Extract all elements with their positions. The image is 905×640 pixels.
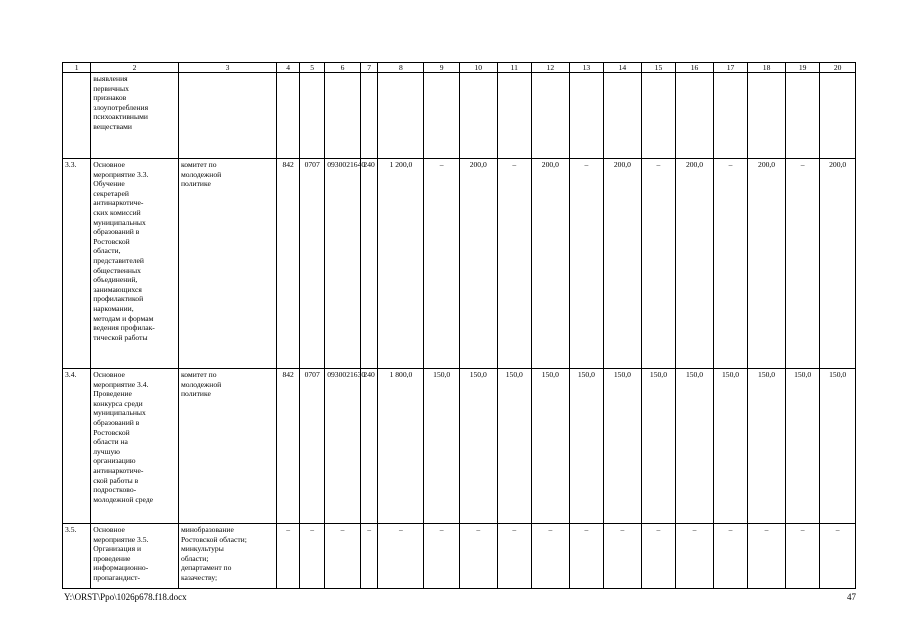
value-cell: 200,0 bbox=[604, 159, 642, 369]
value-cell: – bbox=[424, 524, 460, 589]
value-cell: – bbox=[820, 524, 856, 589]
column-header: 16 bbox=[676, 63, 714, 73]
column-header: 19 bbox=[785, 63, 819, 73]
column-header: 2 bbox=[91, 63, 179, 73]
column-header: 3 bbox=[178, 63, 276, 73]
executor-cell: минобразование Ростовской области; минкультуры области; департамент по казачеству; bbox=[178, 524, 276, 589]
value-cell: – bbox=[325, 524, 361, 589]
value-cell: 0930021630 bbox=[325, 369, 361, 524]
activity-cell: выявления первичных признаков злоупотребления психоактивными веществами bbox=[91, 73, 179, 159]
value-cell: – bbox=[785, 159, 819, 369]
value-cell: – bbox=[713, 159, 747, 369]
value-cell: – bbox=[748, 524, 786, 589]
value-cell: 240 bbox=[360, 159, 378, 369]
value-cell: 200,0 bbox=[748, 159, 786, 369]
value-cell: 150,0 bbox=[676, 369, 714, 524]
value-cell: – bbox=[641, 524, 675, 589]
value-cell bbox=[532, 73, 570, 159]
column-header: 17 bbox=[713, 63, 747, 73]
value-cell: 0707 bbox=[300, 369, 325, 524]
value-cell: – bbox=[360, 524, 378, 589]
value-cell: 150,0 bbox=[424, 369, 460, 524]
page-number: 47 bbox=[847, 592, 856, 602]
table-row bbox=[63, 73, 856, 159]
value-cell: 842 bbox=[277, 159, 300, 369]
column-header: 8 bbox=[378, 63, 424, 73]
value-cell bbox=[300, 73, 325, 159]
value-cell: 1 800,0 bbox=[378, 369, 424, 524]
value-cell: – bbox=[497, 159, 531, 369]
value-cell: – bbox=[378, 524, 424, 589]
value-cell bbox=[325, 73, 361, 159]
value-cell: 842 bbox=[277, 369, 300, 524]
value-cell: – bbox=[569, 159, 603, 369]
column-header: 12 bbox=[532, 63, 570, 73]
value-cell: – bbox=[300, 524, 325, 589]
table-row bbox=[63, 159, 856, 369]
value-cell: – bbox=[532, 524, 570, 589]
value-cell bbox=[713, 73, 747, 159]
column-header: 14 bbox=[604, 63, 642, 73]
value-cell: 150,0 bbox=[748, 369, 786, 524]
value-cell: – bbox=[277, 524, 300, 589]
value-cell bbox=[378, 73, 424, 159]
column-header: 1 bbox=[63, 63, 91, 73]
value-cell bbox=[360, 73, 378, 159]
value-cell: – bbox=[713, 524, 747, 589]
value-cell: 150,0 bbox=[713, 369, 747, 524]
value-cell: 0930021640 bbox=[325, 159, 361, 369]
value-cell bbox=[748, 73, 786, 159]
value-cell: – bbox=[785, 524, 819, 589]
column-header: 10 bbox=[459, 63, 497, 73]
value-cell: – bbox=[604, 524, 642, 589]
value-cell bbox=[569, 73, 603, 159]
activity-cell: Основное мероприятие 3.5. Организация и проведение информационно- пропагандист- bbox=[91, 524, 179, 589]
value-cell: – bbox=[641, 159, 675, 369]
column-header: 4 bbox=[277, 63, 300, 73]
value-cell: 1 200,0 bbox=[378, 159, 424, 369]
value-cell: 200,0 bbox=[532, 159, 570, 369]
value-cell: 0707 bbox=[300, 159, 325, 369]
value-cell: – bbox=[497, 524, 531, 589]
value-cell: 150,0 bbox=[641, 369, 675, 524]
column-header: 7 bbox=[360, 63, 378, 73]
value-cell bbox=[277, 73, 300, 159]
value-cell: – bbox=[424, 159, 460, 369]
value-cell bbox=[459, 73, 497, 159]
column-header: 6 bbox=[325, 63, 361, 73]
column-header: 5 bbox=[300, 63, 325, 73]
value-cell bbox=[497, 73, 531, 159]
row-number-cell bbox=[63, 73, 91, 159]
value-cell: 200,0 bbox=[820, 159, 856, 369]
value-cell: – bbox=[569, 524, 603, 589]
footer-file-path: Y:\ORST\Ppo\1026p678.f18.docx bbox=[64, 592, 187, 602]
column-header: 20 bbox=[820, 63, 856, 73]
value-cell bbox=[641, 73, 675, 159]
value-cell bbox=[604, 73, 642, 159]
value-cell bbox=[820, 73, 856, 159]
row-number-cell: 3.4. bbox=[63, 369, 91, 524]
executor-cell bbox=[178, 73, 276, 159]
value-cell: 150,0 bbox=[820, 369, 856, 524]
value-cell: 150,0 bbox=[604, 369, 642, 524]
executor-cell: комитет по молодежной политике bbox=[178, 159, 276, 369]
header-row bbox=[63, 63, 856, 73]
activity-cell: Основное мероприятие 3.3. Обучение секретарей антинаркотиче- ских комиссий муниципальных образований в Ростовской области, представителей общественных объединений, занимающихся профилактикой наркомании, методам и формам ведения профилак- тической работы bbox=[91, 159, 179, 369]
value-cell: 150,0 bbox=[532, 369, 570, 524]
value-cell: 150,0 bbox=[785, 369, 819, 524]
value-cell bbox=[424, 73, 460, 159]
value-cell bbox=[676, 73, 714, 159]
value-cell: 200,0 bbox=[459, 159, 497, 369]
row-number-cell: 3.5. bbox=[63, 524, 91, 589]
column-header: 18 bbox=[748, 63, 786, 73]
column-header: 13 bbox=[569, 63, 603, 73]
value-cell bbox=[785, 73, 819, 159]
value-cell: – bbox=[676, 524, 714, 589]
executor-cell: комитет по молодежной политике bbox=[178, 369, 276, 524]
table-row bbox=[63, 369, 856, 524]
column-header: 9 bbox=[424, 63, 460, 73]
row-number-cell: 3.3. bbox=[63, 159, 91, 369]
activity-cell: Основное мероприятие 3.4. Проведение конкурса среди муниципальных образований в Ростовской области на лучшую организацию антинаркотиче- ской работы в подростково- молодежной среде bbox=[91, 369, 179, 524]
value-cell: 150,0 bbox=[497, 369, 531, 524]
value-cell: 240 bbox=[360, 369, 378, 524]
value-cell: 200,0 bbox=[676, 159, 714, 369]
value-cell: 150,0 bbox=[459, 369, 497, 524]
value-cell: 150,0 bbox=[569, 369, 603, 524]
budget-table bbox=[62, 62, 856, 589]
column-header: 11 bbox=[497, 63, 531, 73]
table-row bbox=[63, 524, 856, 589]
column-header: 15 bbox=[641, 63, 675, 73]
value-cell: – bbox=[459, 524, 497, 589]
